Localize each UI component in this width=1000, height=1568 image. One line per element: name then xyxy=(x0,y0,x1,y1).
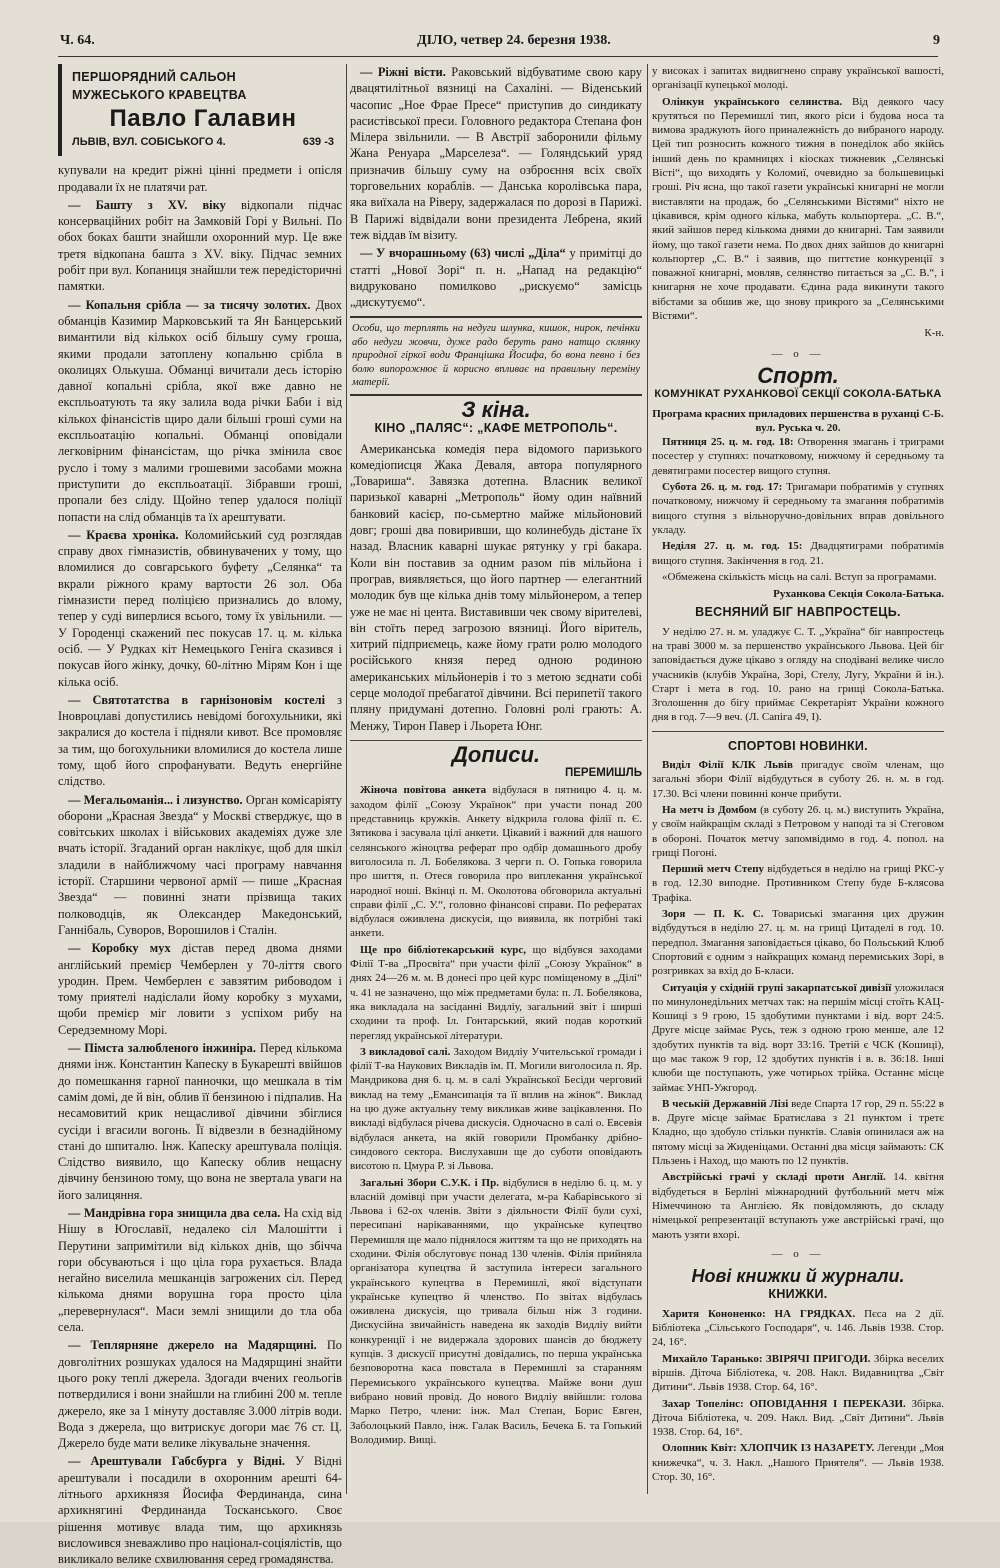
item-text: що відбувся заходами Філії Т-ва „Просвіта“ при участи філії „Союзу Українок“ в днях 24—26 м. м. В донесі про цей курс поміщеному в „Ділі“ ч. 41 не зазначено, що між предметами була: п. Л. Бобелякова, яка викладала на засіданні Видліу, загальний звіт і ширші сходини та проф. Іл. Гонтарський, який подав короткий перегляд української літератури. xyxy=(350,943,642,1042)
issue-number: Ч. 64. xyxy=(60,33,95,48)
ad-code: 639 -3 xyxy=(302,136,334,148)
cinema-heading: З кіна. xyxy=(461,396,531,422)
olinkun-article xyxy=(652,95,944,324)
item-text: Легенди „Моя книжечка“, ч. 3. Накл. „Нашого Приятеля“. — Львів 1938. Стор. 30, 16°. xyxy=(652,1442,944,1484)
item-text: Тригамари побратимів у ступнях початковому, нижчому й середньому та змагання побратимів вищого ступня з вільноручно-довільних вправ довільного укладу. xyxy=(652,481,944,536)
sport-news-items xyxy=(652,758,944,1242)
divider: — о — xyxy=(771,1247,825,1260)
divider: — о — xyxy=(771,347,825,360)
item-text: у примітці до статті „Нової Зорі“ п. н. „Напад на редакцію“ видруковано помилково „рискуємо“ замісць „дискутуємо“. xyxy=(350,246,642,310)
article-text: купували на кредит ріжні цінні предмети і опісля продавали їх не платячи рат. xyxy=(58,163,342,194)
item-lead: — Коробку мух xyxy=(68,941,171,956)
item-title: ОПОВІДАННЯ І ПЕРЕКАЗИ. xyxy=(743,1397,906,1410)
news-item xyxy=(652,1097,944,1168)
news-item xyxy=(58,527,342,690)
news-item xyxy=(652,1170,944,1241)
item-text: На схід від Нішу в Югославії, недалеко сіл Малошітти і Перутини запримітили від кількох днів, що збічча гори обсуваються і що ціла гора рухається. Влада негайно виселила мешканців загрожених сіл. Перед кількома днями ворушна гора просто ціла „перевернулася“. Маси землі знищили до тла оба села. xyxy=(58,1206,342,1335)
item-text: Заходом Видліу Учительської громади і філії Т-ва Наукових Викладів ім. П. Могили виголосила п. Яр. Мандрикова дня 6. ц. м. в салі Української Бесіди черговий виклад на тему „Емансипація та її вплив на жінок“. Виклад на цю дуже актуальну тему викликав живе зацікавлення. По викладі відбулася річева дискусія. Одночасно в салі о. Евсевія відбулася анкета, на якій говорили Промбанку дрібно-синдового сектора. Вислухавши ще до суботи оповідають висотою п. Цмура Р. зі Львова. xyxy=(350,1045,643,1173)
news-item xyxy=(58,1337,342,1451)
news-item xyxy=(350,64,642,243)
item-lead: — Мегальоманія... і лизунство. xyxy=(68,792,243,807)
item-lead: З викладової салі. xyxy=(360,1045,451,1058)
sport-heading: Спорт. xyxy=(757,362,839,388)
item-lead: Олінкун українського селянства. xyxy=(662,95,843,108)
item-lead: Неділя 27. ц. м. год. 15: xyxy=(662,540,803,553)
item-lead: Пятниця 25. ц. м. год. 18: xyxy=(662,436,794,449)
ad-line: МУЖЕСЬКОГО КРАВЕЦТВА xyxy=(72,88,247,102)
health-notice: Особи, що терплять на недуги шлунка, кишок, нирок, печінки або недуги жовчи, дуже радо беруть рано натщо склянку природної гіркої води Францішка Йосифа, бо вона певно і без болю випорожнює й корисно впливає на правильну переміну матерії. xyxy=(350,316,642,396)
spring-race-text: У неділю 27. н. м. уладжує С. Т. „Україна“ біг навпростець на траві 3000 м. за першенство українського Львова. Цей біг заповідається дуже цікаво з огляду на сподівані велике число учасників (клубів Україна, Зорі, Стелу, Лугу, України й ін.). Старт і мета в год. 10. рано на грищі Сокола-Батька. Зголошення до бігу приймає Секретаріят України кожного дня в год. 7—9 веч. (Л. Сапіга 49, І). xyxy=(652,625,944,724)
news-item xyxy=(652,803,944,860)
news-item xyxy=(652,435,944,478)
cinema-review: Американська комедія пера відомого паризького комедіописця Жака Деваля, автора популярного „Товариша“. Завязка дотепна. Власник великої паризької каварні „Метрополь“ йому один наївний банковий касієр, по-сьмертно майже мільйоновий довг; гроші два повиривши, що колинебудь дістане їх назад. Власник каварні шукає рятунку у грі бакара. Коли він поставив за одним разом пів мільйона і програв, виявляється, що його партнер — елегантний молодик був ще кілька днів тому мільйонером, а тепер уже не має ні цента. Виставивши чек свому вірителеві, він стоїть перед загрозою вязниці. Його віритель, хитрий підприємець, каже йому грати ролю молодого російського князя перед одною родиною американських мільйонерів і то з метою зєднати собі серце молодої пребагатої дівчини. Всі перипетії такого пляну придумані дотепно. Головні ролі грають: А. Менжу, Тирон Павер і Льорета Юнг. xyxy=(350,441,642,733)
column-divider xyxy=(346,64,347,1494)
masthead-date: ДІЛО, четвер 24. березня 1938. xyxy=(417,33,611,48)
news-item xyxy=(652,1307,944,1350)
column-divider xyxy=(647,64,648,1494)
item-lead: — Краєва хроніка. xyxy=(68,527,179,542)
item-lead: — Теплярняне джерело на Мадярщині. xyxy=(68,1338,317,1353)
news-item xyxy=(58,940,342,1038)
news-item xyxy=(652,862,944,905)
signature: Руханкова Секція Сокола-Батька. xyxy=(773,588,944,601)
item-text: уложилася по минулонедільних метчах так: на першім місці стоїть КАЦ-Кошиці з 9 грою, 15 здобутими пунктами і від. ворт 24:5. Друге місце займає Русь, теж з одною грою менше, але 12 здобутих пунктів та від. ворт 33:16. Третій є ЧСК (Кошиці), що має також 9 гор, 12 здобутих пунктів і в. в. 36:18. Інші клюби ще поступають, уже чотирьох трійка. Останнє місце займає УНП-Ужгород. xyxy=(652,981,944,1094)
item-text: Товариські змагання цих дружин відбудуться в неділю 27. ц. м. на грищі Цитаделі в год. 10. передпол. Змагання заповідається цікаво, бо Польський Клюб Спортовий є одним з найкращих команд перемиських Зорі, в розгривках за вхід до Б-класи. xyxy=(652,908,944,978)
item-lead: В чеській Державній Лізі xyxy=(662,1097,789,1110)
item-lead: Ще про бібліотекарський курс, xyxy=(360,943,527,956)
item-title: ХЛОПЧИК ІЗ НАЗАРЕТУ. xyxy=(736,1442,875,1455)
item-text: (в суботу 26. ц. м.) виступить Україна, у своїм найкращім складі з Петровом у наподі та зі Стеговом в обороні. Початок метчу запомвідимо в год. 4. попол. на грищі Погоні. xyxy=(652,803,944,859)
item-text: пригадує своїм членам, що загальні збори Філії відбудуться в суботу 26. н. м. в год. 17.30. Всі члени повинні конче прибути. xyxy=(652,759,944,800)
news-item xyxy=(350,1045,642,1174)
page-header xyxy=(60,30,940,52)
page-number: 9 xyxy=(933,33,940,48)
books-heading: Нові книжки й журнали. xyxy=(691,1266,905,1287)
item-text: Двадцятиграми побратимів вищого ступня. Закінчення в год. 21. xyxy=(652,540,945,567)
item-lead: Михайло Таранько: xyxy=(662,1352,763,1365)
letters-items xyxy=(350,783,642,1447)
news-item xyxy=(652,981,944,1095)
news-item xyxy=(652,1441,944,1484)
news-item xyxy=(652,758,944,801)
tailor-advertisement xyxy=(58,64,342,156)
news-item xyxy=(58,1453,342,1567)
item-text: веде Спарта 17 гор, 29 п. 55:22 в в. Друге місце займає Братислава з 21 пунктом і третє Кладно, що здобуло стільки пунктів. Славія опинилася аж на пятому місці за Жиденіцами. Останні два місця займають: СК Пльзень і Наход, що мають по 12 пунктів. xyxy=(652,1097,944,1168)
item-text: з Іновроцлаві допустились невідомі богохульники, які закралися до костела і підняли кивот. Все промовляє за тим, що богохульники вломилися до костела лише тому, щоб його спрофанувати. Ведуть енергійне слідство. xyxy=(58,692,342,789)
item-text: У Відні арештували і посадили в охоронним арешті 64-літнього архикнязя Йосифа Фердинанда, сина архикнягині Фердинанда Тосканського. Своє рішення мотивує влада тим, що архикнязь вислowився зневажливо про націонал-соціялістів, що викликало велике схвилювання серед громадянства. xyxy=(58,1454,342,1567)
item-text: 14. квітня відбудеться в Берліні міжнародний футбольний метч між Німеччиною та Англією. Як повідомляють, до складу німецької репрезентації вступають уже австрійські грачі, що мають узяти вхорі. xyxy=(652,1171,944,1241)
ad-line: ПЕРШОРЯДНИЙ САЛЬОН xyxy=(72,70,236,84)
book-entries xyxy=(652,1307,944,1485)
ad-name: Павло Галавин xyxy=(109,105,297,132)
item-text: По довголітних розшуках удалося на Мадярщині знайти цього року теплі джерела. Здогади вчених геольогів потвердилися і вони знайшли на глибині 200 м. тепле джерело, яке за 1 мінуту доставляє 3.000 літрів води. Вода з джерела, що витрискує догори має 76 ст. Ц. Джерело буде мати велике лікувальне значення. xyxy=(58,1338,342,1451)
communique-subtitle: Програма красних приладових першенства в руханці С-Б. вул. Руська ч. 20. xyxy=(652,407,944,434)
item-text: Пєса на 2 дії. Бібліотека „Сільського Господаря“, ч. 146. Львів 1938. Стор. 24, 16°. xyxy=(652,1307,945,1349)
news-item xyxy=(652,907,944,978)
item-lead: — Ріжні вісти. xyxy=(360,65,446,79)
news-item xyxy=(58,1205,342,1335)
item-text: Збірка веселих віршів. Діточа Бібліотека, ч. 208. Накл. Видавництва „Світ Дитини“. Львів 1938. Стор. 64, 16°. xyxy=(652,1352,944,1394)
item-text: Збірка. Діточа Бібліотека, ч. 209. Накл. Вид. „Світ Дитини“. Львів 1938. Стор. 64, 16°. xyxy=(652,1397,944,1439)
item-title: ЗВІРЯЧІ ПРИГОДИ. xyxy=(762,1352,871,1365)
spring-race-heading: ВЕСНЯНИЙ БІГ НАВПРОСТЕЦЬ. xyxy=(695,605,901,620)
sport-entries xyxy=(652,435,944,568)
item-text: Двох обманців Казимир Марковський та Ян Банцерський вимантили від кількох осіб більшу суму гроша, якими продали затоплену копальню срібла в околицях Олькуша. Обманці вичитали десь історію давної копальні срібла, якої вже давно не експльоатують та яку залила вода річки Баби і від кількох фінансістів щиро дали більші гроші суми на експльоатацію копальні. Обманці оповідали легковірним фінансістам, що річка змінила своє русло і тому з малими грошевими засобами можна приступити до експльоатації. Зібравши гроші, пропали без сліду. Щойно тепер удалося поліції попасти на слід обманців та їх арештувати. xyxy=(58,297,342,524)
column-2 xyxy=(350,64,642,1489)
item-text: Отворення змагань і триграми посестер у ступнях: початковому, нижчому й середньому та девятиграми посестер вищого ступня. xyxy=(652,436,944,477)
news-item xyxy=(58,692,342,790)
item-text: дістав перед двома днями англійський премієр Чемберлен у 70-ліття свого уродин. Прем. Чемберлен є завзятим рибоводом і тому приятелі надіслали йому коробку з мухами, щоби премієр міг ловити з успіхом рибу на Середземному Морі. xyxy=(58,941,342,1037)
item-lead: Зоря — П. К. С. xyxy=(662,908,764,921)
header-rule xyxy=(58,56,938,57)
news-item xyxy=(350,1176,642,1448)
signature: К-н. xyxy=(924,327,944,340)
item-lead: Харитя Кононенко: xyxy=(662,1307,766,1320)
sport-news-heading: СПОРТОВІ НОВИНКИ. xyxy=(728,738,868,753)
section-rule xyxy=(652,731,944,732)
dateline: ПЕРЕМИШЛЬ xyxy=(564,767,642,780)
item-text: Орган комісаріяту оборони „Красная Звезда“ у Москві стверджує, що в совітських школах і військових академіях дуже зле вчать історії. Згаданий орган наклікує, щоб для шкіл зладили в найближчому часі програму навчання історії. Старшини червоної армії — пише „Красная Звезда“ — повинні знати прізвища таких полководців, як Олександер Македонський, Ганнібаль, Суворов, Ворошилов і Сталін. xyxy=(58,792,342,937)
news-item xyxy=(652,539,944,568)
news-item xyxy=(58,792,342,939)
item-text: відкопали підчас консерваційних робіт на Замковій Горі у Вильні. По обох боках башти знайшли охоронний мур. Це вже третя відкопана башта з XV. віку. Підчас земних робіт при вул. Копаниця знайшли теж передісторичні памятки. xyxy=(58,197,342,294)
item-lead: — Святотатства в гарнізоновім костелі xyxy=(68,692,326,707)
news-items xyxy=(350,64,642,310)
item-lead: — Мандрівна гора знищила два села. xyxy=(68,1206,281,1220)
item-lead: Загальні Збори С.У.К. і Пр. xyxy=(360,1176,499,1189)
article-text: у високах і запитах видвигнено справу української вашості, організації купецької молоді. xyxy=(652,65,944,92)
news-item xyxy=(652,1397,944,1440)
news-item xyxy=(652,480,944,537)
news-item xyxy=(350,783,642,940)
item-text: Перед кількома днями інж. Константин Капеску в Букарешті ввійшов до помешкання гарної панночки, що мешкала в тім самім домі, де й він, облив її бензиною і підпалив. На несамовитий крик нещасливої дівчини збіглися сусіди і вгасили вогонь. Її відвезли в безнадійному стані до шпиталю. Інж. Капеску арештувала поліція. Слідство виявило, що Капеску облив нещасну дівчину бензиною тому, що вона не звертала уваги на його залицяння. xyxy=(58,1041,342,1202)
news-item xyxy=(350,943,642,1043)
item-lead: Виділ Філії КЛК Львів xyxy=(662,759,793,772)
item-text: Від деякого часу крутяться по Перемишлі тип, якого ріси і будова носа та вимова зраджують його приналежність до вибраного народу. Цей тип розносить кожного тижня в понеділок або якійсь інший день по крамницях і кіосках тижневик „Селянські Вісті“, що виходять у Коломиї, очевидно за большевицькі гроші. Річ ясна, що такої газети українські книгарні не могли виставляти на продаж, бо „Селянськими Вістями“ ніхто не цікавився, крім одного кілька, мабуть кольпортера. „С. В.“, який зайшов перед кількома днями до книгарні. Там заявили йому, що такої газети нема. По двох днях зайшов до книгарні кольпортер „С. В.“ і заявив, що питтєтие конкуренції з поважної книгарні, мовляв, селянство питається за „С. В.“, і книгарня не хоче продавати. Єдина рада викинути такого вібстами за обшив же, що знову прикрого за „Селянськими Вістями“. xyxy=(652,95,944,323)
item-lead: Перший метч Степу xyxy=(662,863,765,876)
news-item xyxy=(652,1352,944,1395)
item-lead: На метч із Домбом xyxy=(662,803,757,816)
sport-note: «Обмежена скількість місць на салі. Вступ за програмами. xyxy=(662,570,937,583)
item-lead: — Арештували Габсбурга у Відні. xyxy=(68,1454,285,1469)
item-text: Коломийський суд розглядав справу двох гімназистів, обвинувачених у тому, що вломилися до совгарського буфету „Селянка“ та вкрали ріжного краму вартости 26 зол. Оба гімназисти перед поліцією признались до вломy, тепер у суді виперлися всього, тому їх увільнили. — У Городенці скажений пес покусав 17. ц. м. кілька осіб. — У Рудках кіт Немецького Геніга сказився і покусав його жінку, дочку, 60-літню Мірям Кон і ще кілька осіб. xyxy=(58,527,342,689)
ad-address xyxy=(72,134,334,150)
section-rule xyxy=(350,740,642,741)
item-lead: — Башту з XV. віку xyxy=(68,197,226,212)
item-lead: — У вчорашньому (63) числі „Діла“ xyxy=(360,246,566,261)
item-lead: Ситуація у східній групі закарпатської дивізії xyxy=(662,981,892,994)
item-lead: Жіноча повітова анкета xyxy=(360,784,487,797)
news-item xyxy=(350,245,642,310)
ad-address-text: ЛЬВІВ, ВУЛ. СОБІСЬКОГО 4. xyxy=(72,136,226,148)
item-text: відбулася в пятницю 4. ц. м. заходом філії „Союзу Українок“ при участи понад 200 представниць кружків. Анкету відкрила голова філії п. Є. Зятикова і засувала цілі анкети. Цікавий і важний для нашого селянського жіноцтва реферат про одбір домашнього дробу виголосила п. Л. Бобелякова. З черги п. О. Гопька говорила про шиття, п. Отеся говорила про виплекання української народної ноші. Вкінці п. М. Околотова обговорила актуальні справи філії „С. У.“, головно фінансові справи. По рефератах відбулася оживлена дискусія, що виявила, як потрібні такі анкети. xyxy=(350,784,643,940)
column-3 xyxy=(652,64,944,1489)
item-lead: Субота 26. ц. м. год. 17: xyxy=(662,481,783,494)
item-lead: — Пімста залюбленого інжиніра. xyxy=(68,1041,256,1056)
item-title: НА ГРЯДКАХ. xyxy=(765,1307,856,1320)
item-text: Раковський відбуватиме свою кару двацятилітньої вязниці на Сахаліні. — Віденський часопис „Ное Фрае Пресе“ приступив до синдикату расистівської преси. Головного редактора Степана фон Мілера звільнили. — В Австрії заборонили фільму Жана Ренуара „Марселеза“. — Голяндський уряд призначив більшу суму на озброєння всіх своїх торговельних кораблів. — Данська королівська пара, яка виїхала на Ріверу, задержалася по дорозі в Парижі. В Парижі відвідали вони президента Лебрена, який теж віддав їм візиту. xyxy=(350,65,642,242)
item-text: відбулися в неділю 6. ц. м. у власній домівці при участи делегата, м-ра Кабарівського зі Львова і 62-ох членів. Звіти з діяльности Філії були сухі, пересипані нарікаваннями, що українське купецтво Перемишля ще мало піднялося життям та що не приходять на сходини. Філія обслуговує понад 130 членів. Філія прийняла організатора купецтва й заступила інтереси загального українського купецтва в Перемишлі, якої відступати українське купецтво й членство. По звітах відбулась оживлена дискусія, що тривала більш ніж 3 години. Дискусійна звичайність наведена як заходів Видліу вийти конкуренції і не видержала здорових шансів до бюджету купців. З дискусії присутні довідались, по перша українська безповоротна каса повстала в Перемишлі за старанням Перемиського українського купецтва. Майже вони душ вибрано новий провід. До нового Видліу ввійшли: голова Марко Петро, члени: інж. Мал Степан, Борис Евген, Заболоцький Павло, інж. Галак Василь, Бечека Б. та Гопький Володимир. Вищі. xyxy=(350,1176,643,1446)
item-lead: Олопник Квіт: xyxy=(662,1442,737,1455)
cinema-subheading: КІНО „ПАЛЯС“: „КАФЕ МЕТРОПОЛЬ“. xyxy=(374,421,618,436)
letters-heading: Дописи. xyxy=(452,741,540,767)
item-text: відбудеться в неділю на грищі РКС-у в год. 12.30 виподне. Противником Степу буде Б-клясова Трафіка. xyxy=(652,863,944,904)
news-item xyxy=(58,197,342,295)
news-items xyxy=(58,197,342,1568)
news-item xyxy=(58,297,342,525)
item-lead: Захар Топелінс: xyxy=(662,1397,744,1410)
books-subheading: КНИЖКИ. xyxy=(768,1287,828,1302)
column-1 xyxy=(58,64,342,1567)
item-lead: — Копальня срібла — за тисячу золотих. xyxy=(68,297,311,312)
news-item xyxy=(58,1040,342,1203)
communique-title: КОМУНІКАТ РУХАНКОВОЇ СЕКЦІЇ СОКОЛА-БАТЬКА xyxy=(654,388,942,401)
item-lead: Австрійські грачі у складі проти Англії. xyxy=(662,1171,886,1184)
